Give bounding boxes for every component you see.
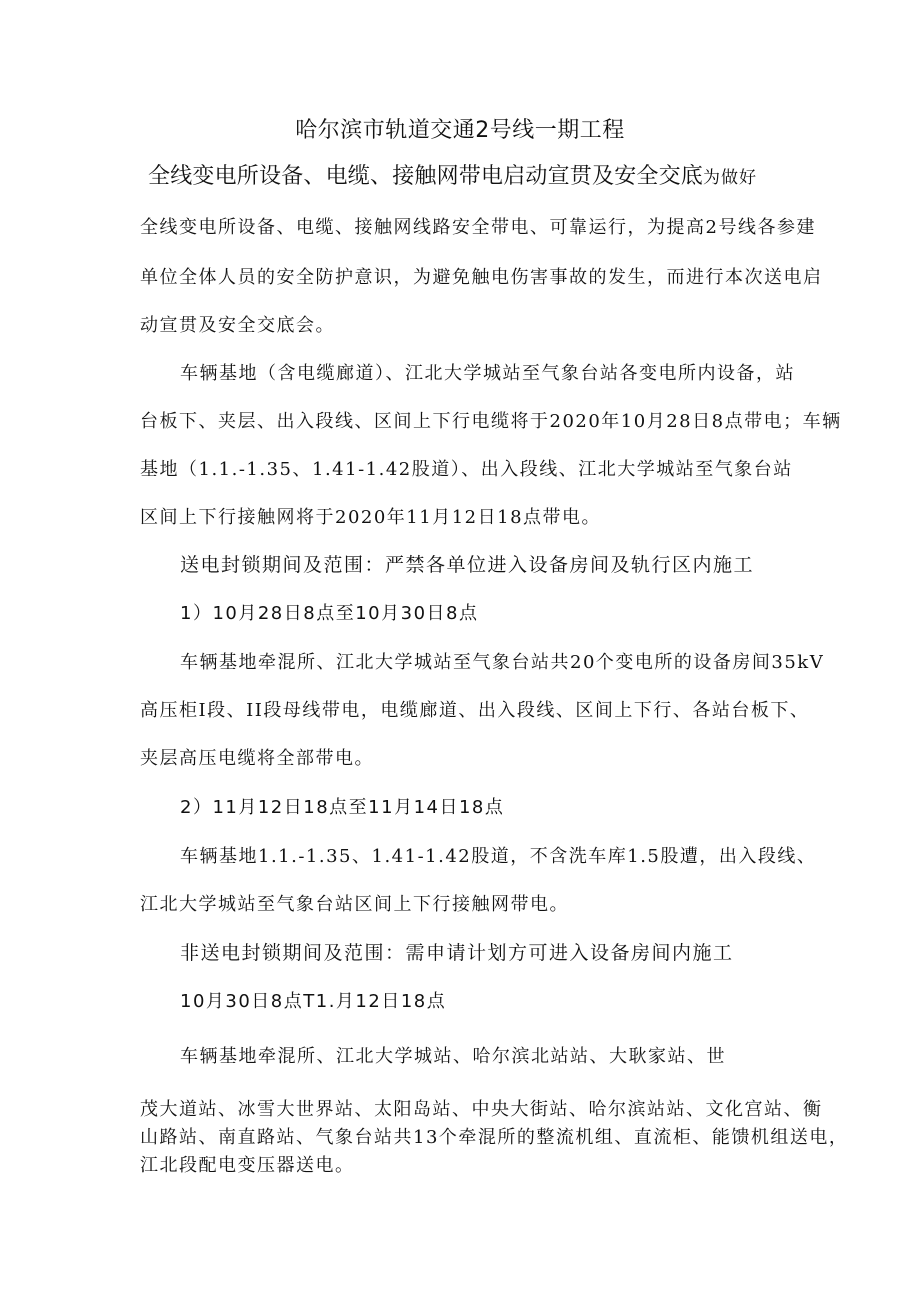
item-line: 山路站、南直路站、气象台站共13个牵混所的整流机组、直流柜、能馈机组送电，: [140, 1127, 849, 1148]
paragraph-line: 基地（1.1.-1.35、1.41-1.42股道）、出入段线、江北大学城站至气象台站: [140, 459, 793, 480]
item-line: 夹层高压电缆将全部带电。: [140, 748, 374, 769]
item-line: 江北大学城站至气象台站区间上下行接触网带电。: [140, 894, 569, 915]
subtitle-text: 全线变电所设备、电缆、接触网带电启动宣贯及安全交底: [148, 164, 704, 189]
item-heading-2: 2）11月12日18点至11月14日18点: [180, 797, 505, 818]
item-heading-1: 1）10月28日8点至10月30日8点: [180, 603, 479, 624]
intro-line-start: 为做好: [703, 168, 758, 188]
item-line: 车辆基地1.1.-1.35、1.41-1.42股道，不含洗车库1.5股遭，出入段线、: [180, 846, 817, 867]
intro-line: 单位全体人员的安全防护意识，为避免触电伤害事故的发生，而进行本次送电启: [140, 267, 823, 288]
item-line: 高压柜I段、II段母线带电，电缆廊道、出入段线、区间上下行、各站台板下、: [140, 700, 810, 721]
item-line: 车辆基地牵混所、江北大学城站、哈尔滨北站站、大耿家站、世: [180, 1046, 726, 1067]
paragraph-line: 台板下、夹层、出入段线、区间上下行电缆将于2020年10月28日8点带电；车辆: [140, 411, 842, 432]
section-heading-power-lockdown: 送电封锁期间及范围：严禁各单位进入设备房间及轨行区内施工: [180, 554, 755, 576]
item-line: 车辆基地牵混所、江北大学城站至气象台站共20个变电所的设备房间35kV: [180, 652, 825, 673]
intro-line: 动宣贯及安全交底会。: [140, 315, 335, 336]
paragraph-line: 区间上下行接触网将于2020年11月12日18点带电。: [140, 507, 602, 528]
document-title: 哈尔滨市轨道交通2号线一期工程: [295, 118, 625, 143]
item-heading-3: 10月30日8点T1.月12日18点: [180, 991, 447, 1012]
paragraph-line: 车辆基地（含电缆廊道）、江北大学城站至气象台站各变电所内设备，站: [180, 363, 795, 384]
document-subtitle: [148, 162, 757, 193]
item-line: 江北段配电变压器送电。: [140, 1155, 355, 1176]
section-heading-non-lockdown: 非送电封锁期间及范围：需申请计划方可进入设备房间内施工: [180, 942, 734, 964]
item-line: 茂大道站、冰雪大世界站、太阳岛站、中央大街站、哈尔滨站站、文化宫站、衡: [140, 1099, 823, 1120]
intro-line: 全线变电所设备、电缆、接触网线路安全带电、可靠运行，为提高2号线各参建: [140, 217, 816, 238]
